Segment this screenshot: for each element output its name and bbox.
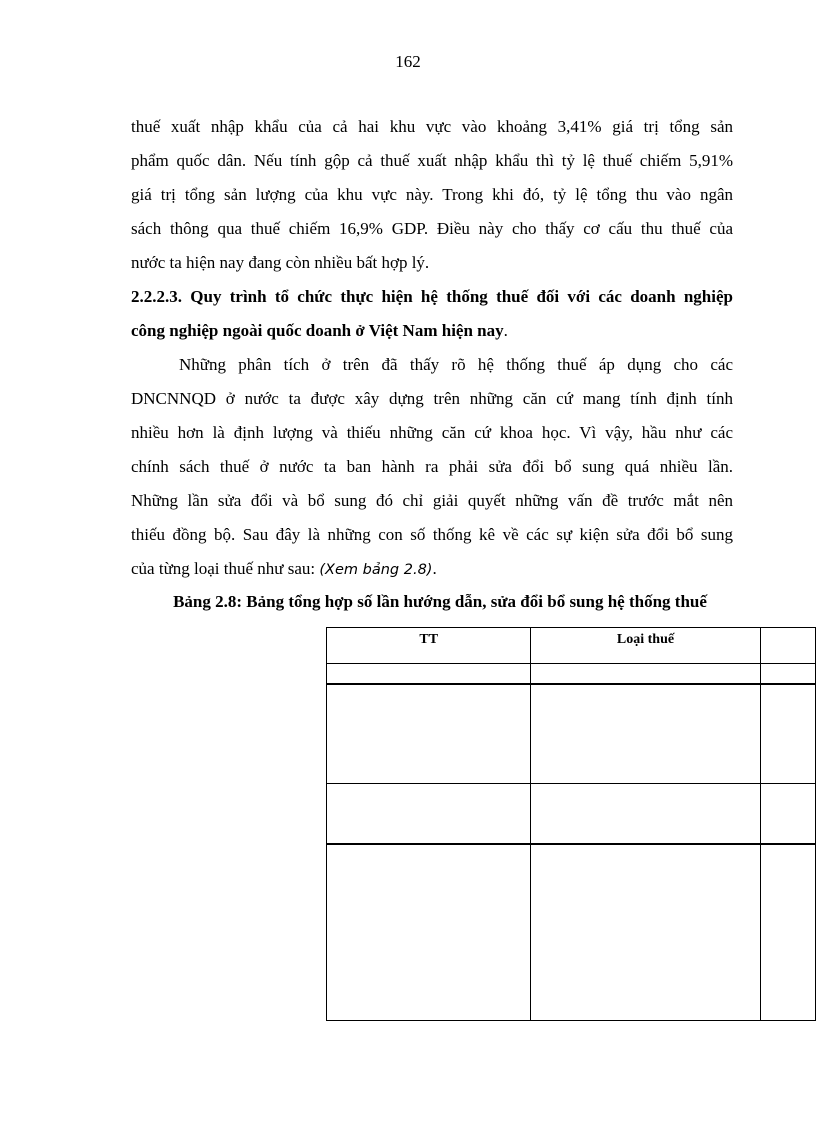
table-row xyxy=(327,844,816,1021)
table-reference: (Xem bảng 2.8) xyxy=(319,562,433,578)
header-cell-tt: TT xyxy=(327,628,531,664)
text-line: chính sách thuế ở nước ta ban hành ra phải sửa đổi bổ sung quá nhiều lần. xyxy=(131,457,733,476)
text-line: thuế xuất nhập khẩu của cả hai khu vực vào khoảng 3,41% giá trị tổng sản xyxy=(131,117,733,136)
section-heading xyxy=(131,280,733,348)
table-cell xyxy=(531,684,760,784)
text-line: của từng loại thuế như sau: xyxy=(131,559,320,578)
header-cell-extra xyxy=(760,628,815,664)
text-line: thiếu đồng bộ. Sau đây là những con số thống kê về các sự kiện sửa đổi bổ sung xyxy=(131,525,733,544)
text-line: sách thông qua thuế chiếm 16,9% GDP. Điều này cho thấy cơ cấu thu thuế của xyxy=(131,219,733,238)
table-cell xyxy=(327,844,531,1021)
table-cell xyxy=(531,784,760,845)
tax-amendments-table xyxy=(326,627,816,1021)
text-line: phẩm quốc dân. Nếu tính gộp cả thuế xuất nhập khẩu thì tỷ lệ thuế chiếm 5,91% xyxy=(131,151,733,170)
page-number: 162 xyxy=(395,52,421,71)
table-cell xyxy=(531,844,760,1021)
table-cell xyxy=(760,684,815,784)
text-line: Những lần sửa đổi và bổ sung đó chỉ giải quyết những vấn đề trước mắt nên xyxy=(131,491,733,510)
table-cell xyxy=(760,844,815,1021)
paragraph-body xyxy=(131,348,733,587)
table-cell xyxy=(327,784,531,845)
table-cell xyxy=(327,684,531,784)
sentence-end: . xyxy=(432,559,437,578)
table-cell xyxy=(327,664,531,685)
table-cell xyxy=(760,664,815,685)
text-line: nhiều hơn là định lượng và thiếu những căn cứ khoa học. Vì vậy, hầu như các xyxy=(131,423,733,442)
table-cell xyxy=(531,664,760,685)
text-line: DNCNNQD ở nước ta được xây dựng trên những căn cứ mang tính định tính xyxy=(131,389,733,408)
table-row xyxy=(327,684,816,784)
table-row xyxy=(327,664,816,685)
paragraph-intro xyxy=(131,110,733,280)
text-line: giá trị tổng sản lượng của khu vực này. Trong khi đó, tỷ lệ tổng thu vào ngân xyxy=(131,185,733,204)
header-cell-tax-type: Loại thuế xyxy=(531,628,760,664)
heading-line: công nghiệp ngoài quốc doanh ở Việt Nam hiện nay xyxy=(131,321,504,340)
table-cell xyxy=(760,784,815,845)
text-line: nước ta hiện nay đang còn nhiều bất hợp lý. xyxy=(131,253,430,272)
table-row xyxy=(327,784,816,845)
table-header-row xyxy=(327,628,816,664)
text-line: Những phân tích ở trên đã thấy rõ hệ thống thuế áp dụng cho các xyxy=(179,355,733,374)
table-caption: Bảng 2.8: Bảng tổng hợp số lần hướng dẫn, sửa đổi bổ sung hệ thống thuế xyxy=(173,592,707,611)
heading-period: . xyxy=(503,321,508,340)
heading-line: 2.2.2.3. Quy trình tổ chức thực hiện hệ thống thuế đối với các doanh nghiệp xyxy=(131,287,733,306)
